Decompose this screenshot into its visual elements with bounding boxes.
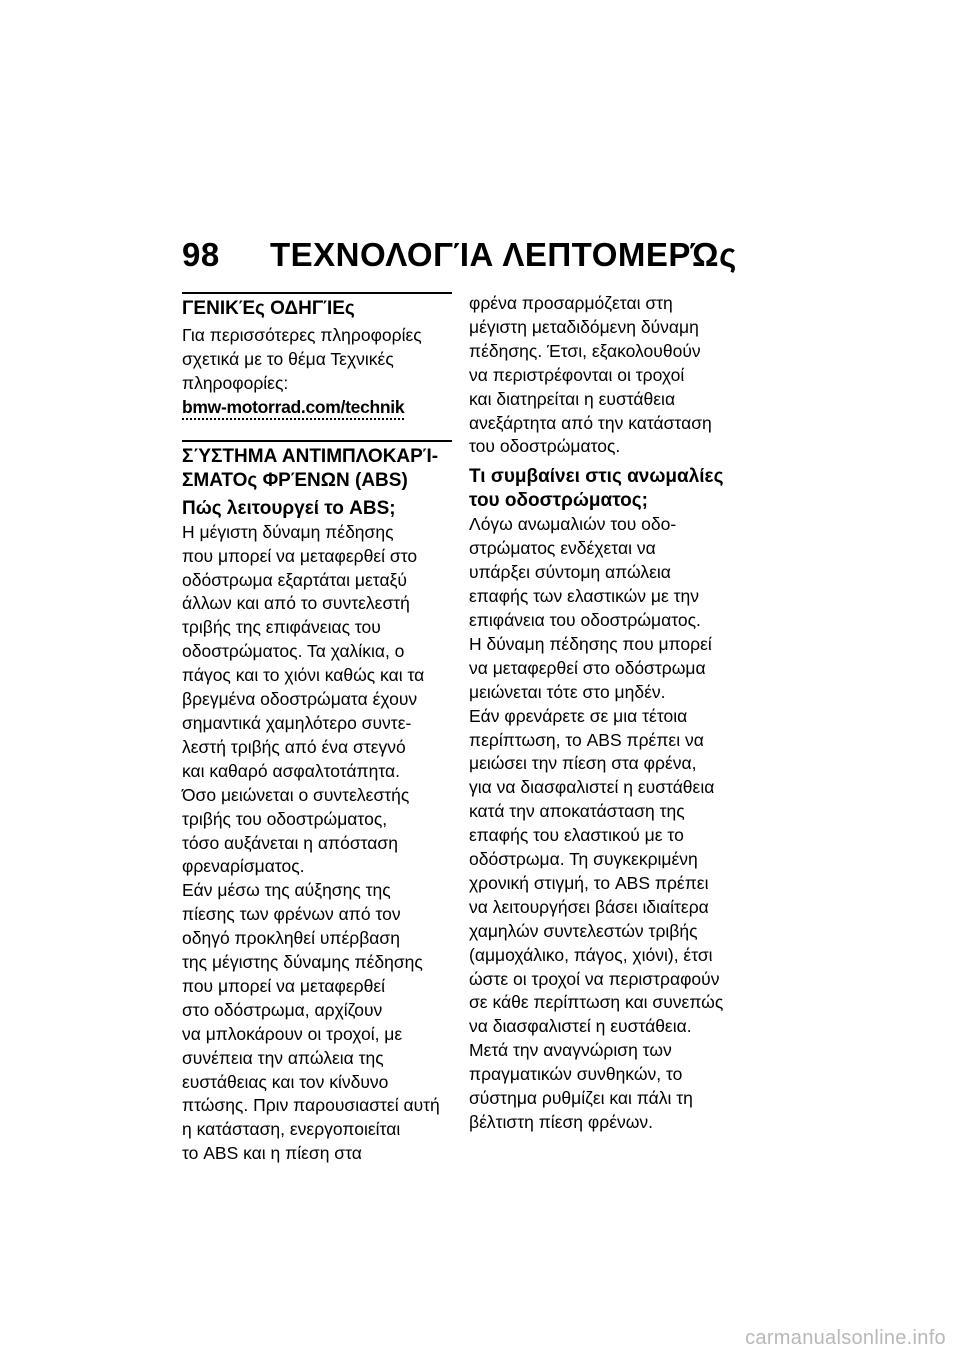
text-line: τόσο αυξάνεται η απόσταση	[182, 832, 398, 853]
right-column	[469, 292, 739, 1135]
page-title: ΤΕΧΝΟΛΟΓΊΑ ΛΕΠΤΟΜΕΡΏς	[270, 236, 737, 273]
text-line: βέλτιστη πίεση φρένων.	[469, 1112, 654, 1132]
subhead-how-abs-works: Πώς λειτουργεί το ABS;	[182, 497, 396, 519]
text-line: τριβής της επιφάνειας του	[182, 617, 381, 638]
text-line: να μπλοκάρουν οι τροχοί, με	[182, 1023, 403, 1044]
text-line: η κατάσταση, ενεργοποιείται	[182, 1119, 401, 1140]
text-line: σχετικά με το θέμα Τεχνικές	[182, 348, 394, 369]
text-line: φρένα προσαρμόζεται στη	[469, 293, 673, 313]
page-number: 98	[182, 236, 220, 273]
text-line: μειώνεται τότε στο μηδέν.	[469, 681, 666, 702]
left-column	[182, 292, 452, 1166]
text-line: πτώσης. Πριν παρουσιαστεί αυτή	[182, 1095, 440, 1116]
subhead-line: Τι συμβαίνει στις ανωμαλίες	[469, 466, 724, 488]
text-line: Εάν μέσω της αύξησης της	[182, 880, 391, 901]
watermark: carmanualsonline.info	[745, 1327, 946, 1349]
text-line: που μπορεί να μεταφερθεί	[182, 975, 386, 996]
text-line: οδηγό προκληθεί υπέρβαση	[182, 928, 400, 949]
subhead-road-irregularities	[469, 465, 739, 513]
text-line: χρονική στιγμή, το ABS πρέπει	[469, 872, 709, 893]
text-line: πραγματικών συνθηκών, το	[469, 1064, 683, 1085]
text-line: να λειτουργήσει βάσει ιδιαίτερα	[469, 896, 709, 917]
text-line: χαμηλών συντελεστών τριβής	[469, 920, 698, 941]
text-line: Η δύναμη πέδησης που μπορεί	[469, 633, 712, 654]
text-line: για να διασφαλιστεί η ευστάθεια	[469, 777, 715, 798]
text-line: συνέπεια την απώλεια της	[182, 1047, 384, 1068]
text-line: λεστή τριβής από ένα στεγνό	[182, 736, 406, 757]
text-line: της μέγιστης δύναμης πέδησης	[182, 952, 423, 973]
text-line: ώστε οι τροχοί να περιστραφούν	[469, 968, 720, 989]
abs-continued-text	[469, 292, 739, 459]
text-line: και διατηρείται η ευστάθεια	[469, 388, 676, 409]
text-line: σημαντικά χαμηλότερο συντε-	[182, 712, 412, 733]
text-line: μειώσει την πίεση στα φρένα,	[469, 753, 697, 774]
text-line: υπάρξει σύντομη απώλεια	[469, 562, 671, 583]
text-line: σύστημα ρυθμίζει και πάλι τη	[469, 1088, 693, 1109]
road-irregularities-text	[469, 513, 739, 1135]
text-line: στο οδόστρωμα, αρχίζουν	[182, 999, 383, 1020]
text-line: πληροφορίες:	[182, 372, 289, 393]
section-general-notes-title: ΓΕΝΙΚΈς ΟΔΗΓΊΕς	[182, 292, 452, 321]
text-line: κατά την αποκατάσταση της	[469, 801, 685, 822]
text-line: να διασφαλιστεί η ευστάθεια.	[469, 1016, 692, 1037]
text-line: στρώματος ενδέχεται να	[469, 538, 656, 559]
text-line: επαφής του ελαστικού με το	[469, 825, 684, 846]
section-abs-title-line: ΣΜΑΤΟς ΦΡΈΝΩΝ (ABS)	[182, 469, 408, 491]
text-line: ανεξάρτητα από την κατάσταση	[469, 412, 712, 433]
subhead-line: του οδοστρώματος;	[469, 490, 648, 512]
text-line: ευστάθειας και τον κίνδυνο	[182, 1071, 389, 1092]
text-line: περίπτωση, το ABS πρέπει να	[469, 729, 704, 750]
text-line: πάγος και το χιόνι καθώς και τα	[182, 665, 425, 686]
abs-body-text	[182, 521, 452, 1166]
text-line: τριβής του οδοστρώματος,	[182, 808, 388, 829]
text-line: Μετά την αναγνώριση των	[469, 1040, 672, 1061]
text-line: επαφής των ελαστικών με την	[469, 586, 700, 607]
section-abs-title	[182, 440, 452, 493]
text-line: που μπορεί να μεταφερθεί στο	[182, 545, 418, 566]
technik-link[interactable]: bmw-motorrad.com/technik	[182, 396, 404, 420]
text-line: οδόστρωμα. Τη συγκεκριμένη	[469, 849, 698, 870]
text-line: Για περισσότερες πληροφορίες	[182, 325, 422, 345]
section-abs-title-line: ΣΎΣΤΗΜΑ ΑΝΤΙΜΠΛΟΚΑΡΊ-	[182, 445, 439, 467]
text-line: Η μέγιστη δύναμη πέδησης	[182, 521, 394, 542]
text-line: επιφάνεια του οδοστρώματος.	[469, 609, 701, 630]
text-line: (αμμοχάλικο, πάγος, χιόνι), έτσι	[469, 944, 713, 965]
text-line: σε κάθε περίπτωση και συνεπώς	[469, 992, 724, 1013]
text-line: πέδησης. Έτσι, εξακολουθούν	[469, 340, 701, 361]
text-line: οδοστρώματος. Τα χαλίκια, ο	[182, 641, 405, 662]
text-line: μέγιστη μεταδιδόμενη δύναμη	[469, 316, 699, 337]
text-line: οδόστρωμα εξαρτάται μεταξύ	[182, 569, 407, 590]
text-line: πίεσης των φρένων από τον	[182, 904, 401, 925]
text-line: Όσο μειώνεται ο συντελεστής	[182, 784, 410, 805]
text-line: άλλων και από το συντελεστή	[182, 593, 410, 614]
text-line: και καθαρό ασφαλτοτάπητα.	[182, 760, 400, 781]
text-line: να περιστρέφονται οι τροχοί	[469, 364, 685, 385]
page-header	[182, 236, 782, 274]
text-line: Εάν φρενάρετε σε μια τέτοια	[469, 705, 688, 726]
text-line: του οδοστρώματος.	[469, 436, 621, 457]
text-line: Λόγω ανωμαλιών του οδο-	[469, 514, 677, 535]
text-line: να μεταφερθεί στο οδόστρωμα	[469, 657, 706, 678]
general-notes-text	[182, 324, 452, 396]
text-line: το ABS και η πίεση στα	[182, 1143, 362, 1164]
text-line: βρεγμένα οδοστρώματα έχουν	[182, 689, 418, 710]
text-line: φρεναρίσματος.	[182, 856, 305, 877]
